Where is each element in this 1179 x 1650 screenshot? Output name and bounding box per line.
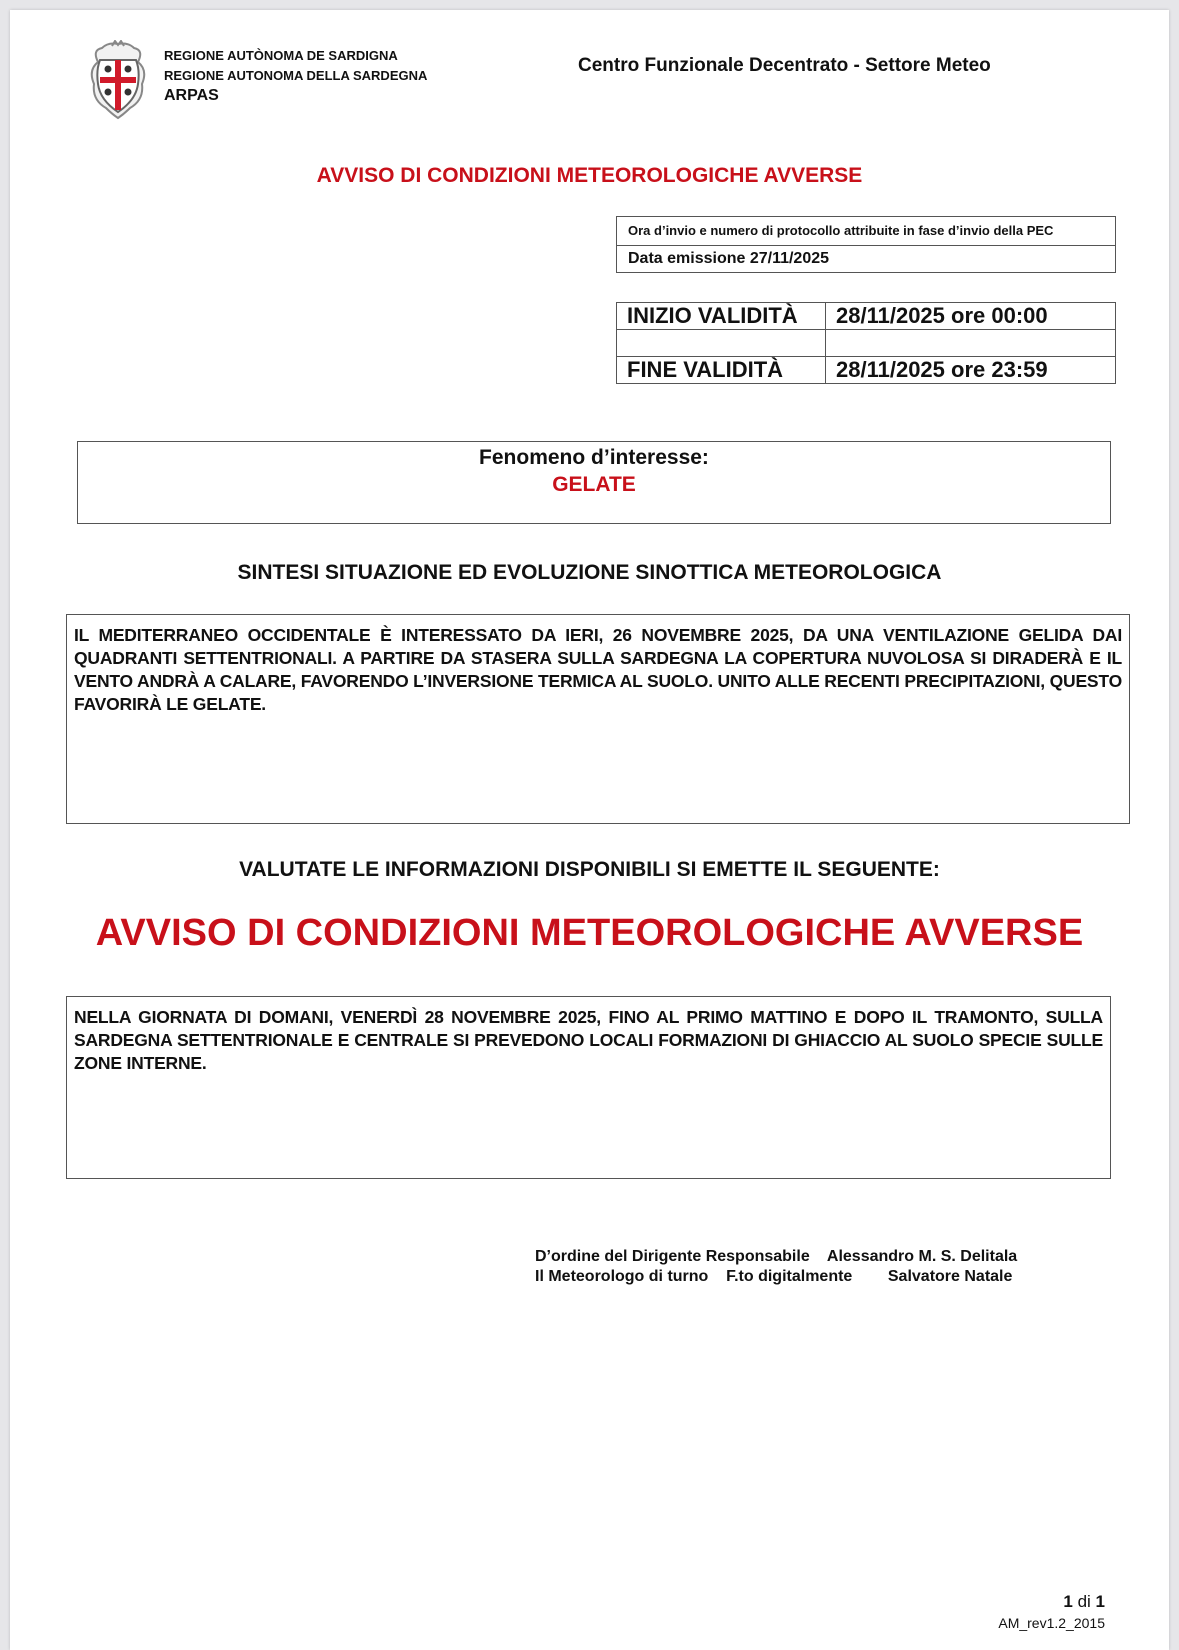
phenomenon-value: GELATE: [552, 473, 636, 496]
validity-end-row: [617, 357, 1116, 384]
synopsis-heading: SINTESI SITUAZIONE ED EVOLUZIONE SINOTTICA METEOROLOGICA: [237, 561, 942, 584]
page-current: 1: [1063, 1592, 1073, 1611]
synopsis-text: IL MEDITERRANEO OCCIDENTALE È INTERESSATO DA IERI, 26 NOVEMBRE 2025, DA UNA VENTILAZIONE GELIDA DAI QUADRANTI SETTENTRIONALI. A PARTIRE DA STASERA SULLA SARDEGNA LA COPERTURA NUVOLOSA SI DIRADERÀ E IL VENTO ANDRÀ A CALARE, FAVORENDO L’INVERSIONE TERMICA AL SUOLO. UNITO ALLE RECENTI PRECIPITAZIONI, QUESTO FAVORIRÀ LE GELATE.: [74, 625, 1122, 714]
emission-date: Data emissione 27/11/2025: [628, 250, 830, 267]
org-name-italian: REGIONE AUTONOMA DELLA SARDEGNA: [164, 68, 428, 83]
department-name: Centro Funzionale Decentrato - Settore Meteo: [578, 55, 991, 76]
phenomenon-box: [77, 441, 1111, 524]
empty-cell: [617, 330, 826, 357]
pec-note: Ora d’invio e numero di protocollo attribuite in fase d’invio della PEC: [617, 217, 1115, 246]
validity-end-value: 28/11/2025 ore 23:59: [826, 357, 1116, 384]
signature-line-2: Il Meteorologo di turno F.to digitalmente Salvatore Natale: [535, 1268, 1013, 1285]
evaluation-heading: VALUTATE LE INFORMAZIONI DISPONIBILI SI EMETTE IL SEGUENTE:: [239, 858, 940, 881]
organization-block: [164, 46, 427, 106]
empty-cell: [826, 330, 1116, 357]
validity-start-value: 28/11/2025 ore 00:00: [826, 303, 1116, 330]
validity-end-label: FINE VALIDITÀ: [617, 357, 826, 384]
org-name-sardinian: REGIONE AUTÒNOMA DE SARDIGNA: [164, 48, 398, 63]
sardinia-coat-of-arms-icon: [78, 40, 158, 120]
validity-start-label: INIZIO VALIDITÀ: [617, 303, 826, 330]
issue-info-box: [616, 216, 1116, 273]
page-separator: di: [1072, 1592, 1096, 1611]
validity-table: [616, 302, 1116, 384]
page-total: 1: [1095, 1592, 1105, 1611]
org-acronym: ARPAS: [164, 87, 219, 104]
phenomenon-label: Fenomeno d’interesse:: [479, 446, 709, 469]
signature-block: [535, 1247, 1017, 1287]
validity-start-row: [617, 303, 1116, 330]
alert-text: NELLA GIORNATA DI DOMANI, VENERDÌ 28 NOVEMBRE 2025, FINO AL PRIMO MATTINO E DOPO IL TRAMONTO, SULLA SARDEGNA SETTENTRIONALE E CENTRALE SI PREVEDONO LOCALI FORMAZIONI DI GHIACCIO AL SUOLO SPECIE SULLE ZONE INTERNE.: [74, 1007, 1103, 1073]
page-number: [1063, 1592, 1105, 1612]
alert-title: AVVISO DI CONDIZIONI METEOROLOGICHE AVVERSE: [95, 912, 1084, 954]
validity-spacer-row: [617, 330, 1116, 357]
document-page: [10, 10, 1169, 1650]
signature-line-1: D’ordine del Dirigente Responsabile Alessandro M. S. Delitala: [535, 1248, 1018, 1265]
synopsis-box: [66, 614, 1130, 824]
document-revision: AM_rev1.2_2015: [998, 1615, 1105, 1631]
document-title: AVVISO DI CONDIZIONI METEOROLOGICHE AVVERSE: [316, 164, 863, 187]
alert-box: [66, 996, 1111, 1179]
